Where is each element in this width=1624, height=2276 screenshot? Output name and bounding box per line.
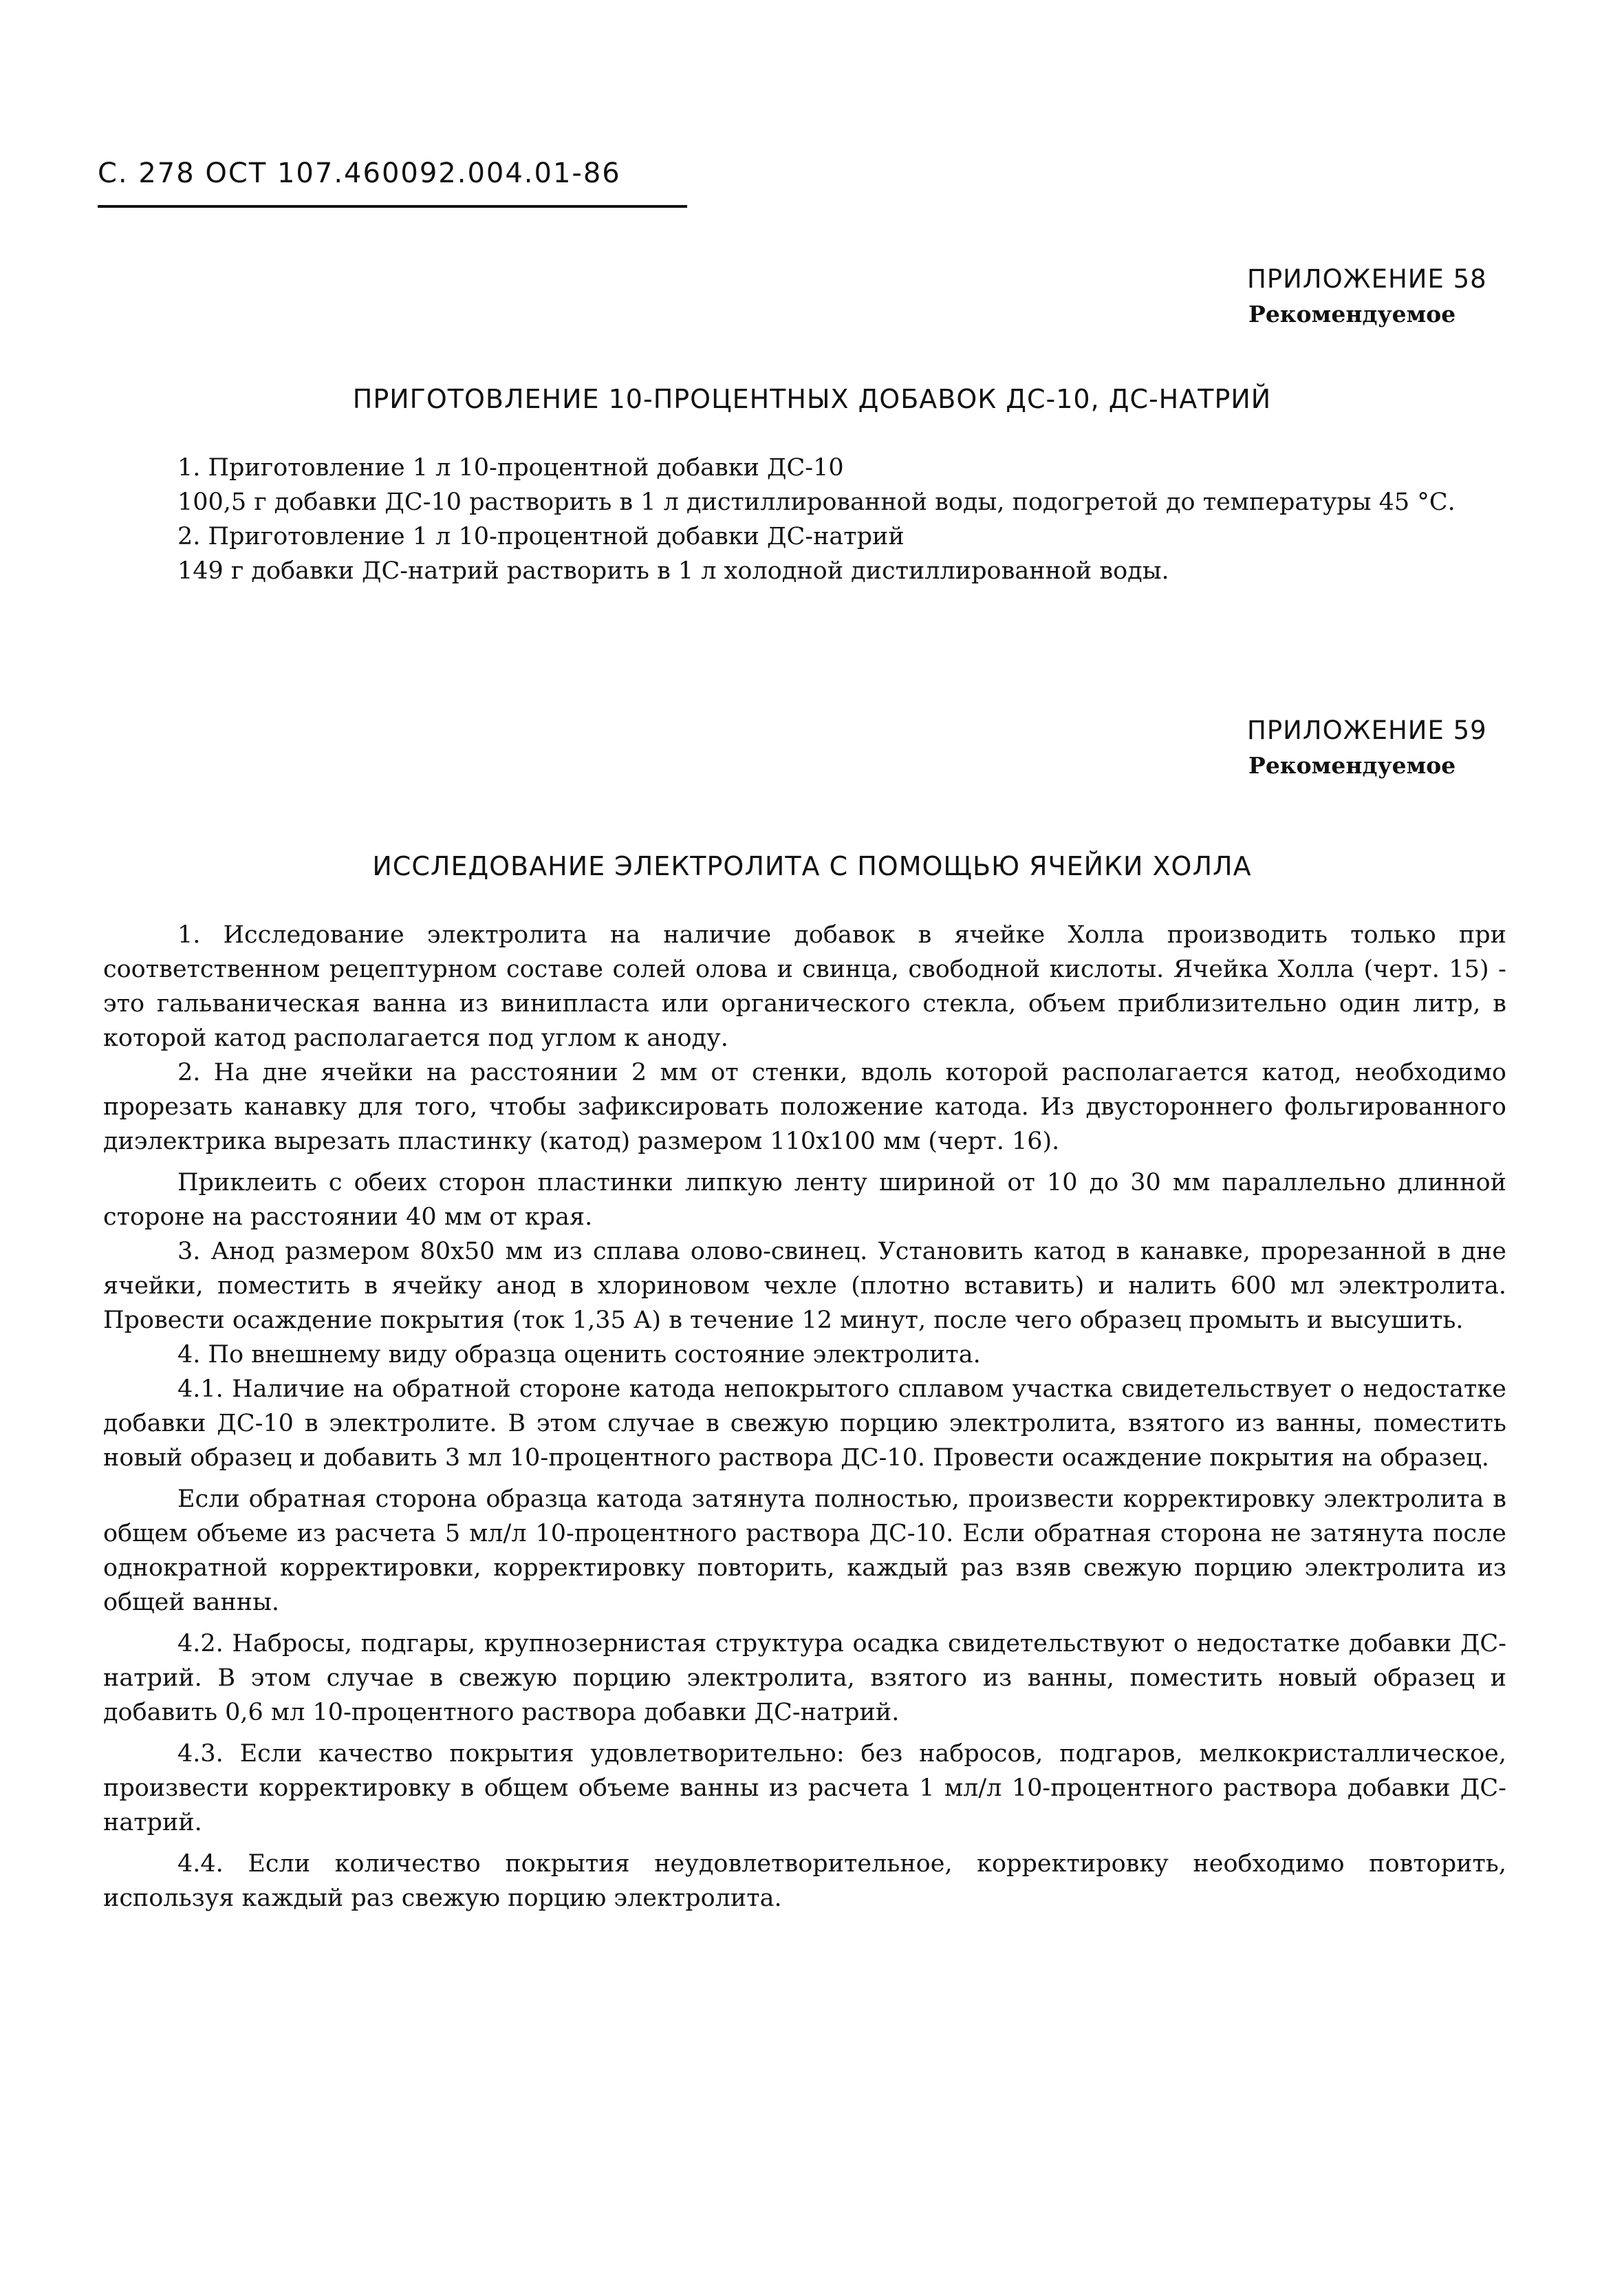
section-2-paragraph: 4.2. Набросы, подгары, крупнозернистая структура осадка свидетельствуют о недостатке добавки ДС-натрий. В этом случае в свежую порцию электролита, взятого из ванны, поместить новый образец и добавить 0,6 мл 10-процентного раствора добавки ДС-натрий. — [103, 1630, 1506, 1726]
section-1-body — [103, 451, 1506, 588]
appendix-59-label — [1247, 718, 1487, 777]
section-1-paragraph: 2. Приготовление 1 л 10-процентной добавки ДС-натрий — [177, 523, 905, 550]
section-2-paragraph: 2. На дне ячейки на расстоянии 2 мм от стенки, вдоль которой располагается катод, необходимо прорезать канавку для того, чтобы зафиксировать положение катода. Из двустороннего фольгированного диэлектрика вырезать пластинку (катод) размером 110x100 мм (черт. 16). — [103, 1059, 1506, 1155]
section-2-paragraph: 1. Исследование электролита на наличие добавок в ячейке Холла производить только при соответственном рецептурном составе солей олова и свинца, свободной кислоты. Ячейка Холла (черт. 15) - это гальваническая ванна из винипласта или органического стекла, объем приблизительно один литр, в которой катод располагается под углом к аноду. — [103, 921, 1506, 1052]
page-header: С. 278 ОСТ 107.460092.004.01-86 — [98, 158, 621, 189]
section-2-paragraph: 4. По внешнему виду образца оценить состояние электролита. — [177, 1341, 981, 1368]
section-2-paragraph: 4.3. Если качество покрытия удовлетворительно: без набросов, подгаров, мелкокристаллическое, произвести корректировку в общем объеме ванны из расчета 1 мл/л 10-процентного раствора добавки ДС-натрий. — [103, 1740, 1506, 1836]
paragraph-text: 100,5 г добавки ДС-10 растворить в 1 л дистиллированной воды, подогретой до температуры 45 °С. — [177, 489, 1455, 516]
section-2-title: ИССЛЕДОВАНИЕ ЭЛЕКТРОЛИТА С ПОМОЩЬЮ ЯЧЕЙКИ ХОЛЛА — [372, 851, 1252, 881]
appendix-58-number: ПРИЛОЖЕНИЕ 58 — [1247, 264, 1487, 294]
section-2-paragraph: 4.1. Наличие на обратной стороне катода непокрытого сплавом участка свидетельствует о недостатке добавки ДС-10 в электролите. В этом случае в свежую порцию электролита, взятого из ванны, поместить новый образец и добавить 3 мл 10-процентного раствора ДС-10. Провести осаждение покрытия на образец. — [103, 1375, 1506, 1472]
section-2-paragraph: 3. Анод размером 80x50 мм из сплава олово-свинец. Установить катод в канавке, прорезанной в дне ячейки, поместить в ячейку анод в хлориновом чехле (плотно вставить) и налить 600 мл электролита. Провести осаждение покрытия (ток 1,35 А) в течение 12 минут, после чего образец промыть и высушить. — [103, 1238, 1506, 1334]
section-2-paragraph: Если обратная сторона образца катода затянута полностью, произвести корректировку электролита в общем объеме из расчета 5 мл/л 10-процентного раствора ДС-10. Если обратная сторона не затянута после однократной корректировки, корректировку повторить, каждый раз взяв свежую порцию электролита из общей ванны. — [103, 1485, 1506, 1616]
section-1-title: ПРИГОТОВЛЕНИЕ 10-ПРОЦЕНТНЫХ ДОБАВОК ДС-10, ДС-НАТРИЙ — [352, 384, 1272, 414]
section-2-body — [103, 918, 1506, 1915]
section-2-paragraph: 4.4. Если количество покрытия неудовлетворительное, корректировку необходимо повторить, используя каждый раз свежую порцию электролита. — [103, 1850, 1506, 1912]
section-1-paragraph: 149 г добавки ДС-натрий растворить в 1 л холодной дистиллированной воды. — [177, 557, 1169, 585]
header-underline — [98, 205, 687, 208]
section-1-paragraph: 1. Приготовление 1 л 10-процентной добавки ДС-10 — [177, 454, 844, 482]
section-2-paragraph: Приклеить с обеих сторон пластинки липкую ленту шириной от 10 до 30 мм параллельно длинной стороне на расстоянии 40 мм от края. — [103, 1169, 1506, 1231]
appendix-59-status: Рекомендуемое — [1248, 752, 1456, 779]
appendix-59-number: ПРИЛОЖЕНИЕ 59 — [1247, 716, 1487, 745]
section-1-paragraph — [103, 485, 1506, 519]
appendix-58-label — [1247, 264, 1487, 328]
appendix-58-status: Рекомендуемое — [1248, 301, 1456, 328]
